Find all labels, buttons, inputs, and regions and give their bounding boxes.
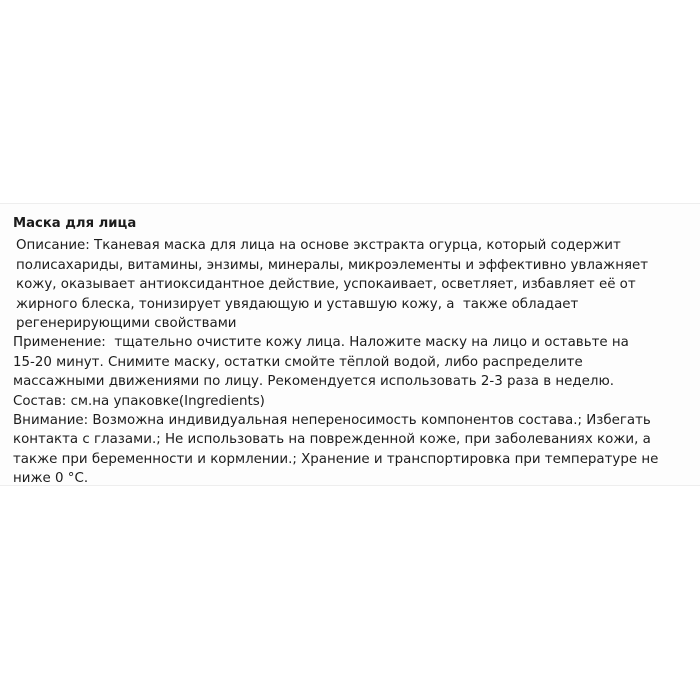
warning-line: также при беременности и кормлении.; Хранение и транспортировка при температуре не: [13, 451, 659, 467]
warning-line: ниже 0 °С.: [13, 471, 89, 487]
application-line: Применение: тщательно очистите кожу лица. Наложите маску на лицо и оставьте на: [13, 335, 629, 351]
label-text-block: [13, 214, 697, 489]
warning-line: Внимание: Возможна индивидуальная непереносимость компонентов состава.; Избегать: [13, 413, 651, 429]
application-line: 15-20 минут. Снимите маску, остатки смойте тёплой водой, либо распределите: [13, 354, 583, 370]
description-line: регенерирующими свойствами: [16, 316, 237, 332]
description-line: полисахариды, витамины, энзимы, минералы, микроэлементы и эффективно увлажняет: [16, 257, 649, 273]
composition-line: Состав: см.на упаковке(Ingredients): [13, 393, 265, 409]
product-label: [0, 203, 700, 486]
product-title: Маска для лица: [13, 216, 137, 231]
application-line: массажными движениями по лицу. Рекомендуется использовать 2-3 раза в неделю.: [13, 374, 614, 390]
description-line: кожу, оказывает антиоксидантное действие, успокаивает, осветляет, избавляет её от: [16, 277, 636, 293]
warning-line: контакта с глазами.; Не использовать на поврежденной коже, при заболеваниях кожи, а: [13, 432, 651, 448]
description-line: Описание: Тканевая маска для лица на основе экстракта огурца, который содержит: [16, 238, 621, 254]
description-line: жирного блеска, тонизирует увядающую и уставшую кожу, а также обладает: [16, 296, 579, 312]
